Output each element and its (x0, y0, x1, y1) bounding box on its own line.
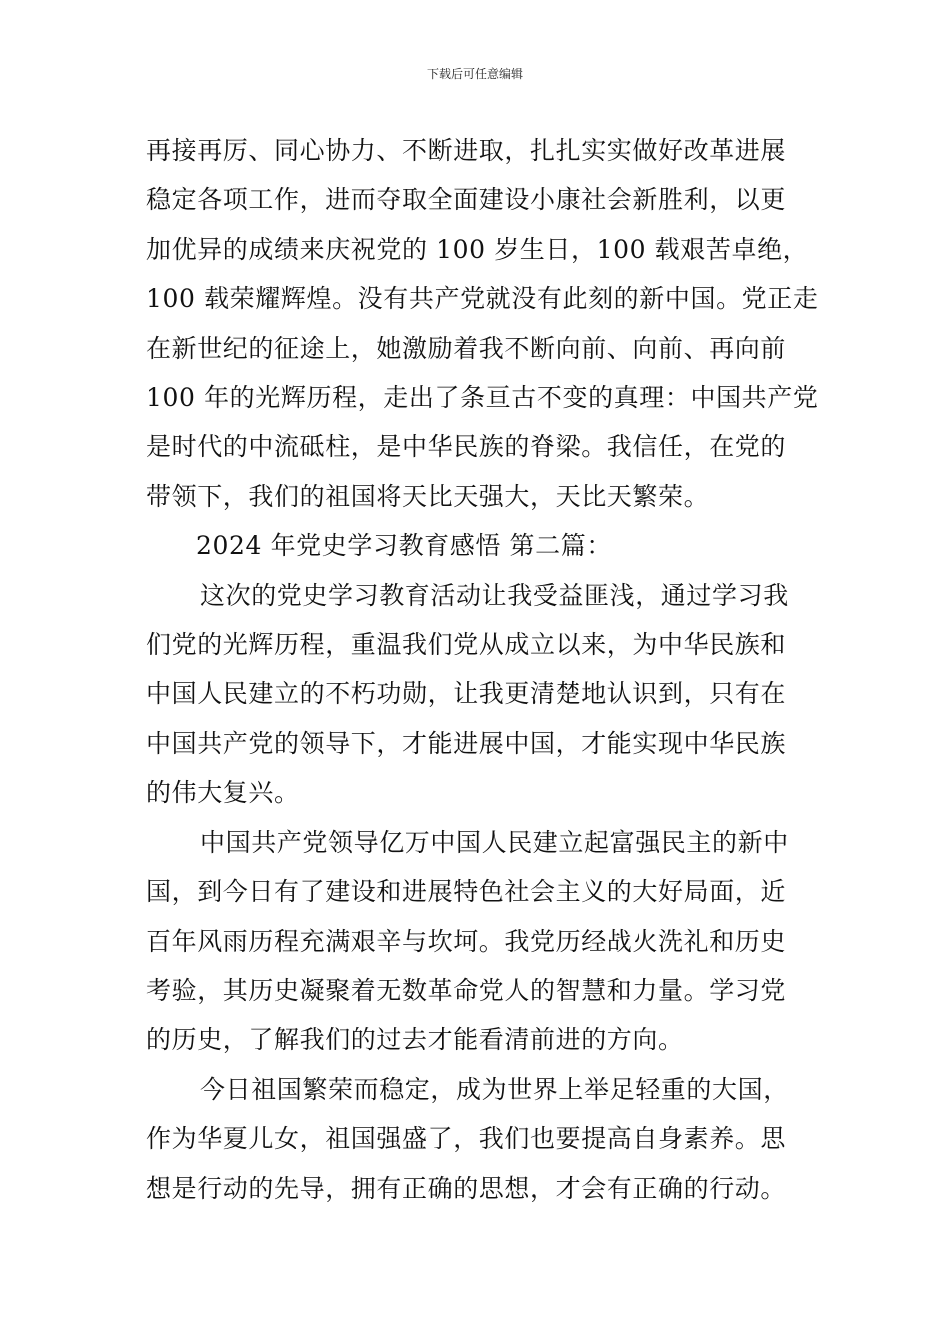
text-line: 中国共产党领导亿万中国人民建立起富强民主的新中 (200, 827, 789, 857)
text-line: 稳定各项工作，进而夺取全面建设小康社会新胜利，以更 (146, 185, 787, 215)
paragraph-3 (146, 818, 816, 1065)
text-line: 百年风雨历程充满艰辛与坎坷。我党历经战火洗礼和历史 (146, 926, 787, 956)
header-note: 下载后可任意编辑 (426, 67, 523, 81)
text-line: 国，到今日有了建设和进展特色社会主义的大好局面，近 (146, 877, 787, 907)
paragraph-1 (146, 126, 819, 521)
text-line: 带领下，我们的祖国将天比天强大，天比天繁荣。 (146, 481, 710, 511)
text-line: 在新世纪的征途上，她激励着我不断向前、向前、再向前 (146, 333, 787, 363)
text-line: 们党的光辉历程，重温我们党从成立以来，为中华民族和 (146, 630, 787, 660)
paragraph-4 (146, 1065, 816, 1213)
document-body (146, 126, 819, 1213)
text-line: 的伟大复兴。 (146, 778, 300, 808)
text-line: 100 年的光辉历程，走出了条亘古不变的真理：中国共产党 (146, 383, 819, 413)
text-line: 考验，其历史凝聚着无数革命党人的智慧和力量。学习党 (146, 975, 787, 1005)
text-line: 的历史，了解我们的过去才能看清前进的方向。 (146, 1025, 684, 1055)
text-line: 这次的党史学习教育活动让我受益匪浅，通过学习我 (200, 580, 789, 610)
text-line: 中国共产党的领导下，才能进展中国，才能实现中华民族 (146, 728, 787, 758)
text-line: 作为华夏儿女，祖国强盛了，我们也要提高自身素养。思 (146, 1124, 787, 1154)
section-title: 2024 年党史学习教育感悟 第二篇： (196, 531, 612, 561)
text-line: 加优异的成绩来庆祝党的 100 岁生日，100 载艰苦卓绝， (146, 234, 809, 264)
text-line: 想是行动的先导，拥有正确的思想，才会有正确的行动。 (146, 1173, 787, 1203)
section-heading (146, 521, 816, 570)
text-line: 今日祖国繁荣而稳定，成为世界上举足轻重的大国， (200, 1074, 789, 1104)
paragraph-2 (146, 571, 816, 818)
text-line: 中国人民建立的不朽功勋，让我更清楚地认识到，只有在 (146, 679, 787, 709)
text-line: 100 载荣耀辉煌。没有共产党就没有此刻的新中国。党正走 (146, 284, 819, 314)
text-line: 再接再厉、同心协力、不断进取，扎扎实实做好改革进展 (146, 136, 787, 165)
text-line: 是时代的中流砥柱，是中华民族的脊梁。我信任，在党的 (146, 432, 787, 462)
